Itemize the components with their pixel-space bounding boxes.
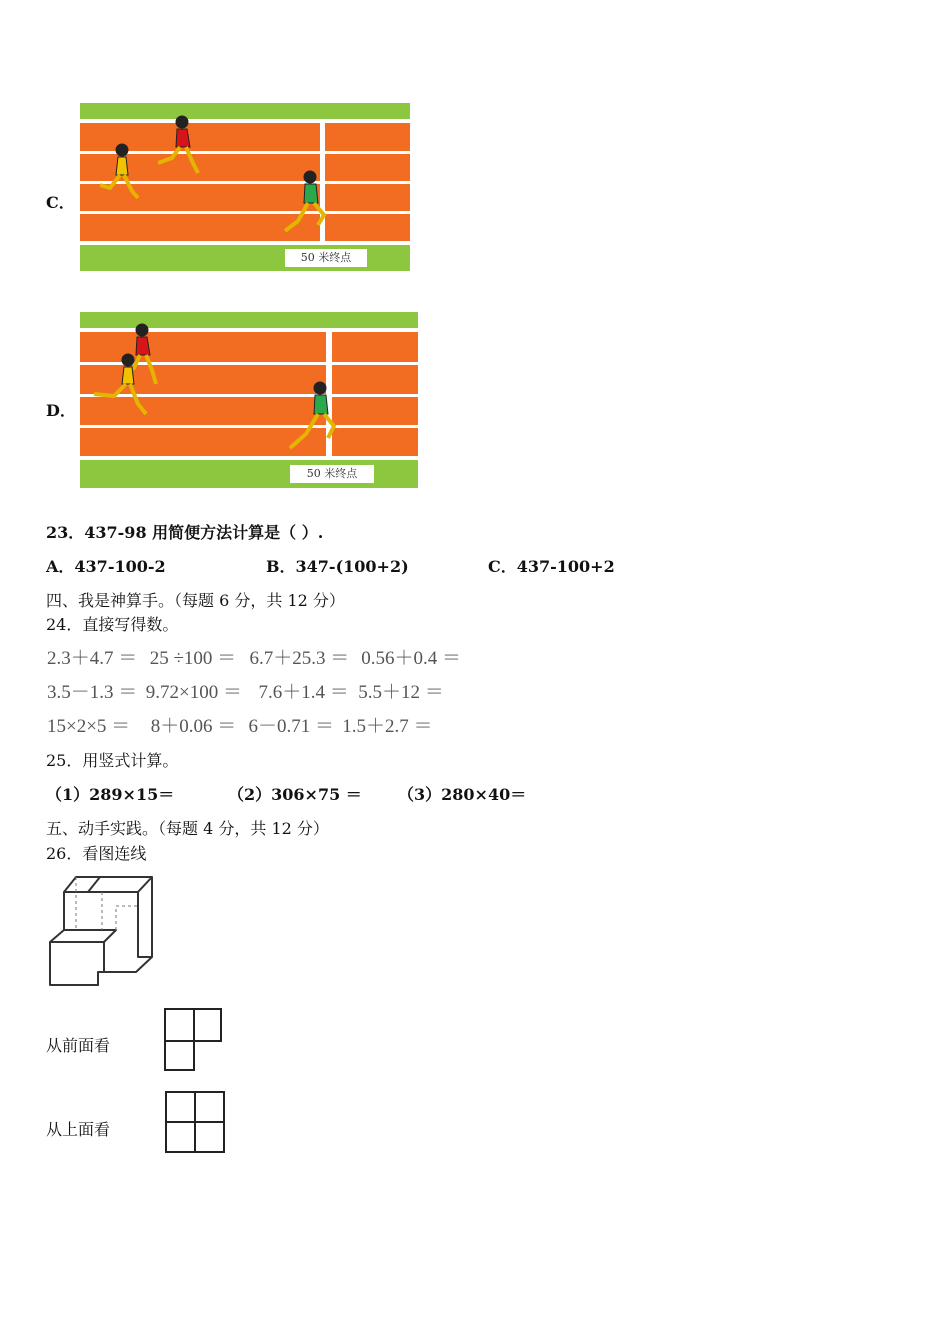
q24-item: 7.6＋1.4 ＝ xyxy=(258,682,349,703)
option-d-label: D． xyxy=(46,401,76,420)
q24-item: 8＋0.06 ＝ xyxy=(150,716,237,737)
q24-item: 0.56＋0.4 ＝ xyxy=(361,648,462,669)
finish-sign: 50 米终点 xyxy=(285,249,367,267)
section-4-heading: 四、我是神算手。（每题 6 分，共 12 分） xyxy=(46,591,345,610)
q25-item-1: （1）289×15＝ xyxy=(46,785,175,804)
front-view-grid xyxy=(163,1007,225,1073)
track-image-d xyxy=(80,312,418,488)
q24-item: 25 ÷100 ＝ xyxy=(149,648,237,669)
q24-row-3 xyxy=(47,711,433,738)
q23-option-b: B．347-(100+2) xyxy=(266,557,409,576)
q24-item: 6－0.71 ＝ xyxy=(248,716,335,737)
q24-row-2 xyxy=(47,677,444,704)
section-5-heading: 五、动手实践。（每题 4 分，共 12 分） xyxy=(46,819,329,838)
q24-item: 9.72×100 ＝ xyxy=(145,682,242,703)
top-view-label: 从上面看 xyxy=(46,1120,111,1139)
cube-stack-figure xyxy=(44,872,160,990)
q24-item: 15×2×5 ＝ xyxy=(47,716,131,737)
finish-sign: 50 米终点 xyxy=(290,465,374,483)
q23-stem: 23．437-98 用简便方法计算是（ ）. xyxy=(46,523,324,542)
q24-item: 1.5＋2.7 ＝ xyxy=(342,716,433,737)
q24-item: 2.3＋4.7 ＝ xyxy=(47,648,138,669)
q23-option-c: C．437-100+2 xyxy=(488,557,615,576)
track-image-c xyxy=(80,103,410,271)
top-view-grid xyxy=(164,1090,228,1156)
q24-row-1 xyxy=(47,643,461,670)
q24-item: 3.5－1.3 ＝ xyxy=(47,682,138,703)
option-c-label: C． xyxy=(46,193,75,212)
runners-illustration xyxy=(80,103,410,243)
runners-illustration xyxy=(80,312,418,458)
q24-item: 5.5＋12 ＝ xyxy=(358,682,444,703)
q24-stem: 24．直接写得数。 xyxy=(46,615,179,634)
q25-item-3: （3）280×40＝ xyxy=(398,785,527,804)
q25-item-2: （2）306×75 ＝ xyxy=(228,785,362,804)
q24-item: 6.7＋25.3 ＝ xyxy=(249,648,350,669)
q25-stem: 25．用竖式计算。 xyxy=(46,751,179,770)
q26-stem: 26．看图连线 xyxy=(46,844,147,863)
front-view-label: 从前面看 xyxy=(46,1036,111,1055)
q23-option-a: A．437-100-2 xyxy=(46,557,166,576)
